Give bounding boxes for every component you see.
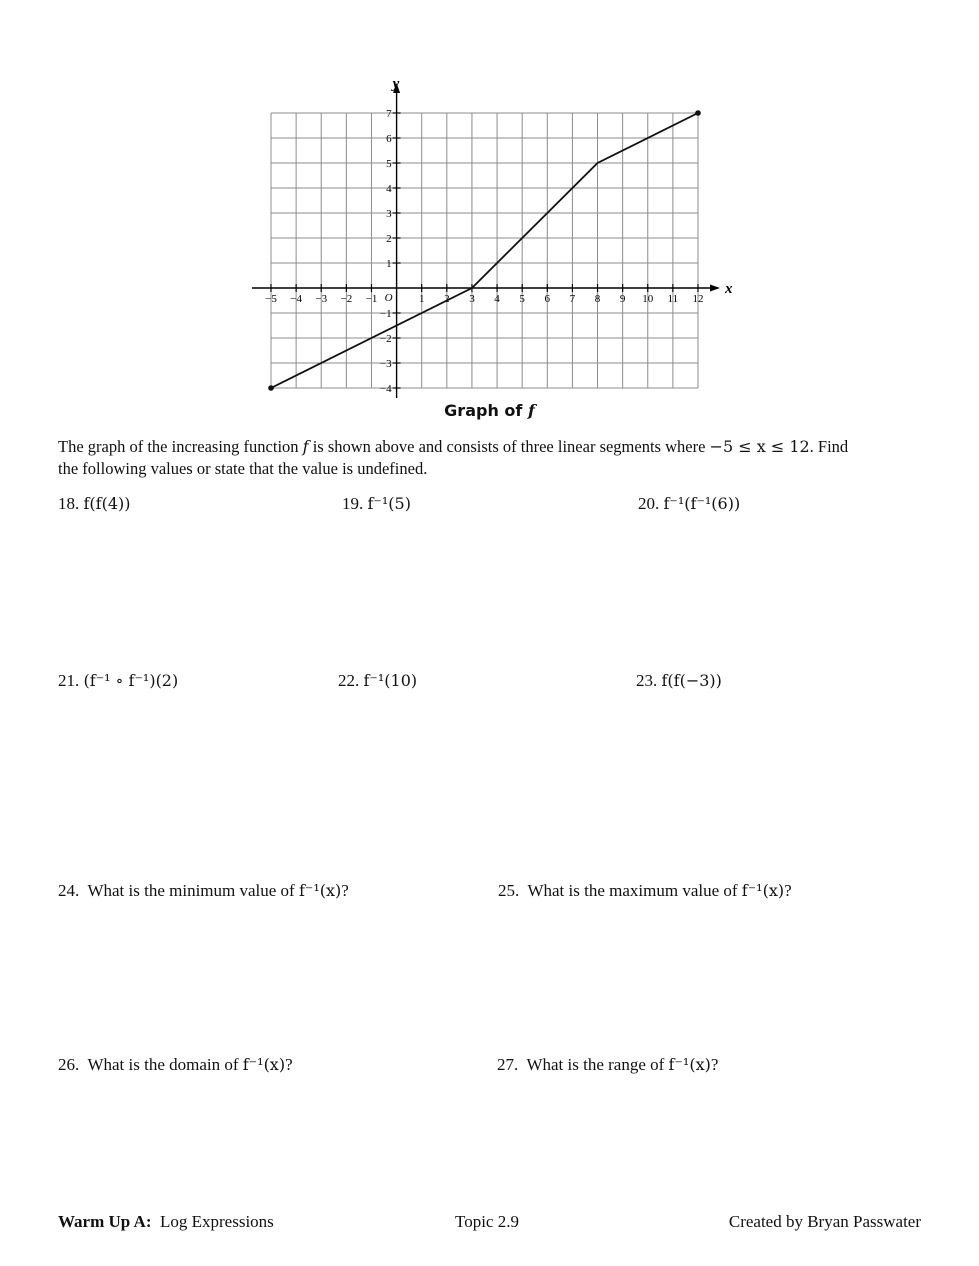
question-text: What is the minimum value of (87, 881, 299, 900)
y-tick-label: −4 (379, 383, 392, 395)
y-tick-label: 3 (386, 208, 392, 220)
y-tick-label: −3 (379, 358, 392, 370)
footer-right: Created by Bryan Passwater (728, 1212, 921, 1231)
question-text: What is the domain of (87, 1055, 243, 1074)
x-tick-label: 8 (594, 293, 601, 305)
footer-subtitle: Log Expressions (160, 1212, 274, 1231)
question-25 (498, 881, 792, 901)
x-tick-label: 11 (667, 293, 679, 305)
question-24 (58, 881, 349, 901)
question-number: 21. (58, 671, 80, 690)
grid (271, 113, 698, 388)
function-line (268, 110, 701, 391)
x-axis-label: x (725, 281, 733, 297)
footer-center: Topic 2.9 (455, 1212, 519, 1231)
question-tail: ? (285, 1055, 293, 1074)
intro-condition: −5 ≤ x ≤ 12 (709, 437, 810, 456)
footer-left (58, 1212, 274, 1232)
y-axis-label: y (392, 76, 400, 92)
question-text: What is the range of (526, 1055, 669, 1074)
y-tick-label: −2 (379, 333, 392, 345)
question-number: 27. (497, 1055, 519, 1074)
y-tick-label: −1 (379, 308, 392, 320)
x-tick-label: 7 (569, 293, 576, 305)
question-expression: f⁻¹(10) (363, 671, 418, 690)
origin-label: O (384, 292, 393, 304)
x-tick-label: 12 (692, 293, 704, 305)
x-tick-label: 10 (642, 293, 654, 305)
question-number: 18. (58, 494, 80, 513)
question-expression: f(f(4)) (83, 494, 131, 513)
y-tick-label: 2 (386, 233, 392, 245)
y-tick-label: 6 (386, 133, 392, 145)
y-tick-label: 4 (386, 183, 392, 195)
graph-of-f (240, 72, 750, 398)
x-tick-label: −2 (340, 293, 353, 305)
intro-text-c: . Find (809, 437, 849, 456)
question-19 (342, 494, 411, 514)
intro-var: f (302, 437, 309, 456)
question-tail: ? (710, 1055, 719, 1074)
x-tick-label: −4 (290, 293, 302, 305)
y-tick-label: 5 (386, 158, 392, 170)
question-number: 19. (342, 494, 364, 513)
x-tick-label: 5 (519, 293, 525, 305)
x-tick-label: 9 (619, 293, 626, 305)
question-23 (636, 671, 722, 691)
question-number: 24. (58, 881, 80, 900)
endpoint-dot (268, 385, 274, 391)
x-tick-label: −5 (265, 293, 277, 305)
question-26 (58, 1055, 293, 1075)
question-number: 20. (638, 494, 660, 513)
question-18 (58, 494, 131, 514)
x-tick-label: −3 (315, 293, 328, 305)
question-expression: f⁻¹(x) (298, 881, 342, 900)
x-tick-label: 4 (494, 293, 500, 305)
footer-title: Warm Up A: (58, 1212, 152, 1231)
question-tail: ? (784, 881, 792, 900)
graph-title-prefix: Graph of (444, 401, 523, 420)
axes (252, 83, 720, 398)
question-27 (497, 1055, 718, 1075)
question-expression: f⁻¹(5) (367, 494, 411, 513)
question-number: 23. (636, 671, 658, 690)
question-number: 22. (338, 671, 360, 690)
y-tick-label: 1 (386, 258, 392, 270)
question-22 (338, 671, 417, 691)
intro-text-a: The graph of the increasing function (58, 437, 303, 456)
question-expression: f⁻¹(x) (242, 1055, 286, 1074)
instructions-line-2: the following values or state that the value is undefined. (58, 459, 428, 478)
instructions (58, 436, 908, 480)
x-tick-label: 3 (469, 293, 475, 305)
instructions-line-1 (58, 436, 908, 458)
question-20 (638, 494, 740, 514)
intro-text-b: is shown above and consists of three linear segments where (308, 437, 710, 456)
question-expression: f⁻¹(x) (741, 881, 785, 900)
question-21 (58, 671, 178, 691)
series-line-f (271, 113, 698, 388)
question-tail: ? (341, 881, 349, 900)
question-text: What is the maximum value of (527, 881, 742, 900)
x-tick-label: −1 (365, 293, 378, 305)
graph-title (0, 401, 979, 420)
tick-labels (265, 108, 703, 395)
y-tick-label: 7 (386, 108, 392, 120)
question-number: 26. (58, 1055, 80, 1074)
endpoint-dot (695, 110, 701, 116)
x-tick-label: 6 (544, 293, 551, 305)
question-expression: f⁻¹(x) (668, 1055, 711, 1074)
question-expression: (f⁻¹ ∘ f⁻¹)(2) (83, 671, 179, 690)
x-tick-label: 2 (444, 293, 450, 305)
x-tick-label: 1 (418, 293, 425, 305)
question-expression: f⁻¹(f⁻¹(6)) (663, 494, 741, 513)
question-number: 25. (498, 881, 520, 900)
graph-title-var: f (527, 401, 535, 420)
question-expression: f(f(−3)) (661, 671, 722, 690)
x-axis-arrow (710, 285, 720, 292)
